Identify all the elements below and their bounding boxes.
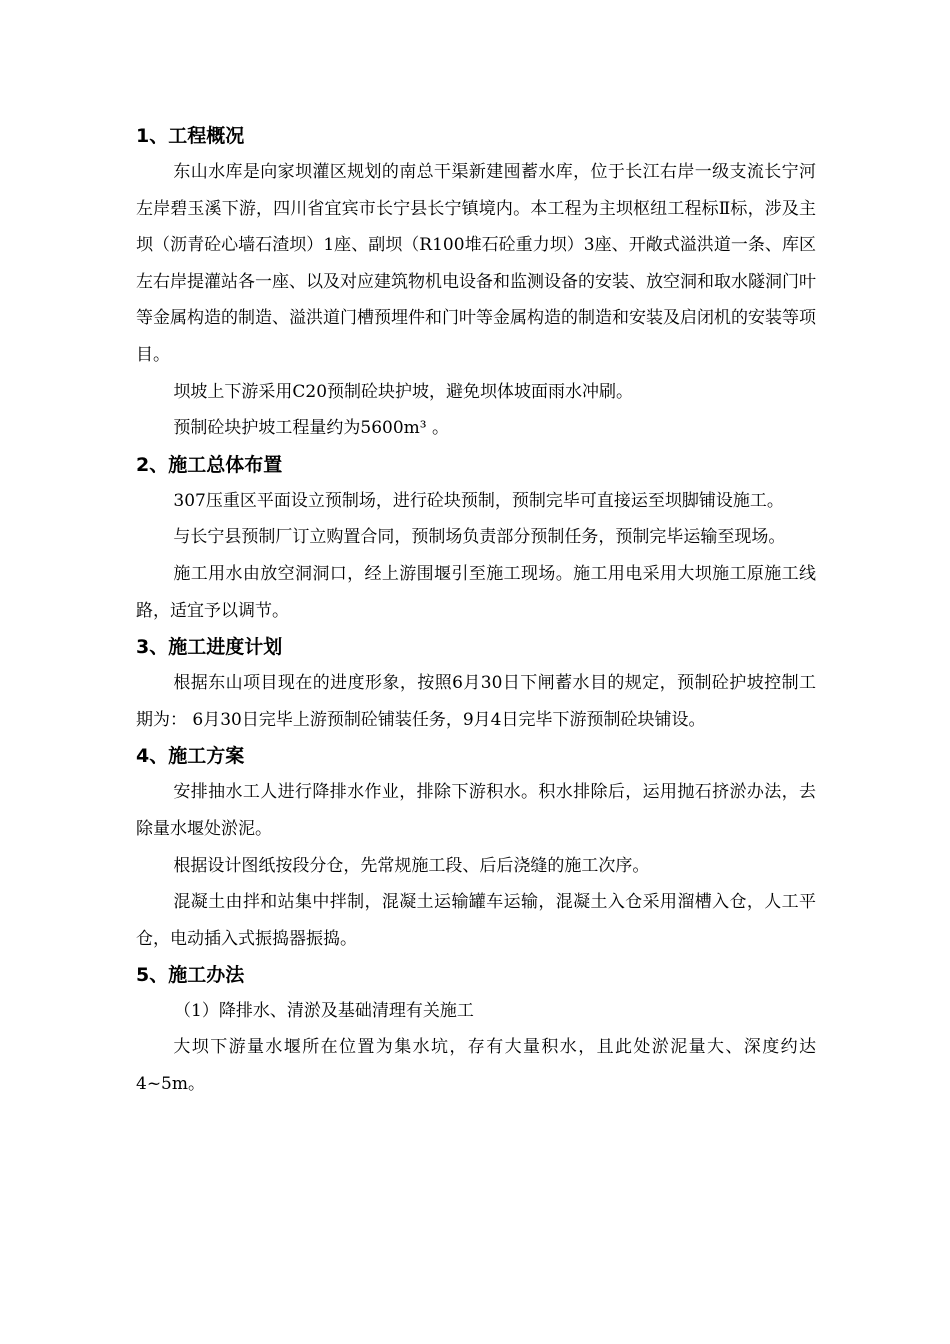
section-construction-method [136, 957, 816, 1102]
section-general-layout [136, 447, 816, 629]
paragraph: 坝坡上下游采用C20预制砼块护坡，避免坝体坡面雨水冲刷。 [173, 381, 634, 402]
paragraph: 安排抽水工人进行降排水作业，排除下游积水。积水排除后，运用抛石挤淤办法，去除量水堰处淤泥。 [136, 782, 816, 839]
section-construction-plan [136, 738, 816, 957]
paragraph: 东山水库是向家坝灌区规划的南总干渠新建囤蓄水库，位于长江右岸一级支流长宁河左岸碧玉溪下游，四川省宜宾市长宁县长宁镇境内。本工程为主坝枢纽工程标Ⅱ标，涉及主坝（沥青砼心墙石渣坝）1座、副坝（R100堆石砼重力坝）3座、开敞式溢洪道一条、库区左右岸提灌站各一座、以及对应建筑物机电设备和监测设备的安装、放空洞和取水隧洞门叶等金属构造的制造、溢洪道门槽预埋件和门叶等金属构造的制造和安装及启闭机的安装等项目。 [136, 162, 816, 365]
paragraph: 施工用水由放空洞洞口，经上游围堰引至施工现场。施工用电采用大坝施工原施工线路，适宜予以调节。 [136, 563, 816, 621]
section-overview [136, 118, 816, 447]
section-heading: 3、施工进度计划 [136, 636, 283, 659]
paragraph: 与长宁县预制厂订立购置合同，预制场负责部分预制任务，预制完毕运输至现场。 [173, 527, 786, 548]
section-heading: 4、施工方案 [136, 745, 245, 768]
paragraph: 根据设计图纸按段分仓，先常规施工段、后后浇缝的施工次序。 [173, 855, 650, 876]
document-page [136, 118, 816, 1102]
paragraph: 大坝下游量水堰所在位置为集水坑，存有大量积水，且此处淤泥量大、深度约达4~5m。 [136, 1037, 816, 1094]
paragraph: 根据东山项目现在的进度形象，按照6月30日下闸蓄水目的规定，预制砼护坡控制工期为： 6月30日完毕上游预制砼铺装任务，9月4日完毕下游预制砼块铺设。 [136, 673, 816, 730]
paragraph: 307压重区平面设立预制场，进行砼块预制，预制完毕可直接运至坝脚铺设施工。 [173, 490, 784, 511]
section-schedule [136, 629, 816, 738]
paragraph: 混凝土由拌和站集中拌制，混凝土运输罐车运输，混凝土入仓采用溜槽入仓，人工平仓，电动插入式振捣器振捣。 [136, 892, 816, 949]
subsection-heading: （1）降排水、清淤及基础清理有关施工 [174, 1001, 474, 1022]
section-heading: 2、施工总体布置 [136, 453, 283, 476]
paragraph: 预制砼块护坡工程量约为5600m³ 。 [173, 418, 449, 439]
section-heading: 5、施工办法 [136, 964, 245, 987]
section-heading: 1、工程概况 [136, 125, 245, 147]
